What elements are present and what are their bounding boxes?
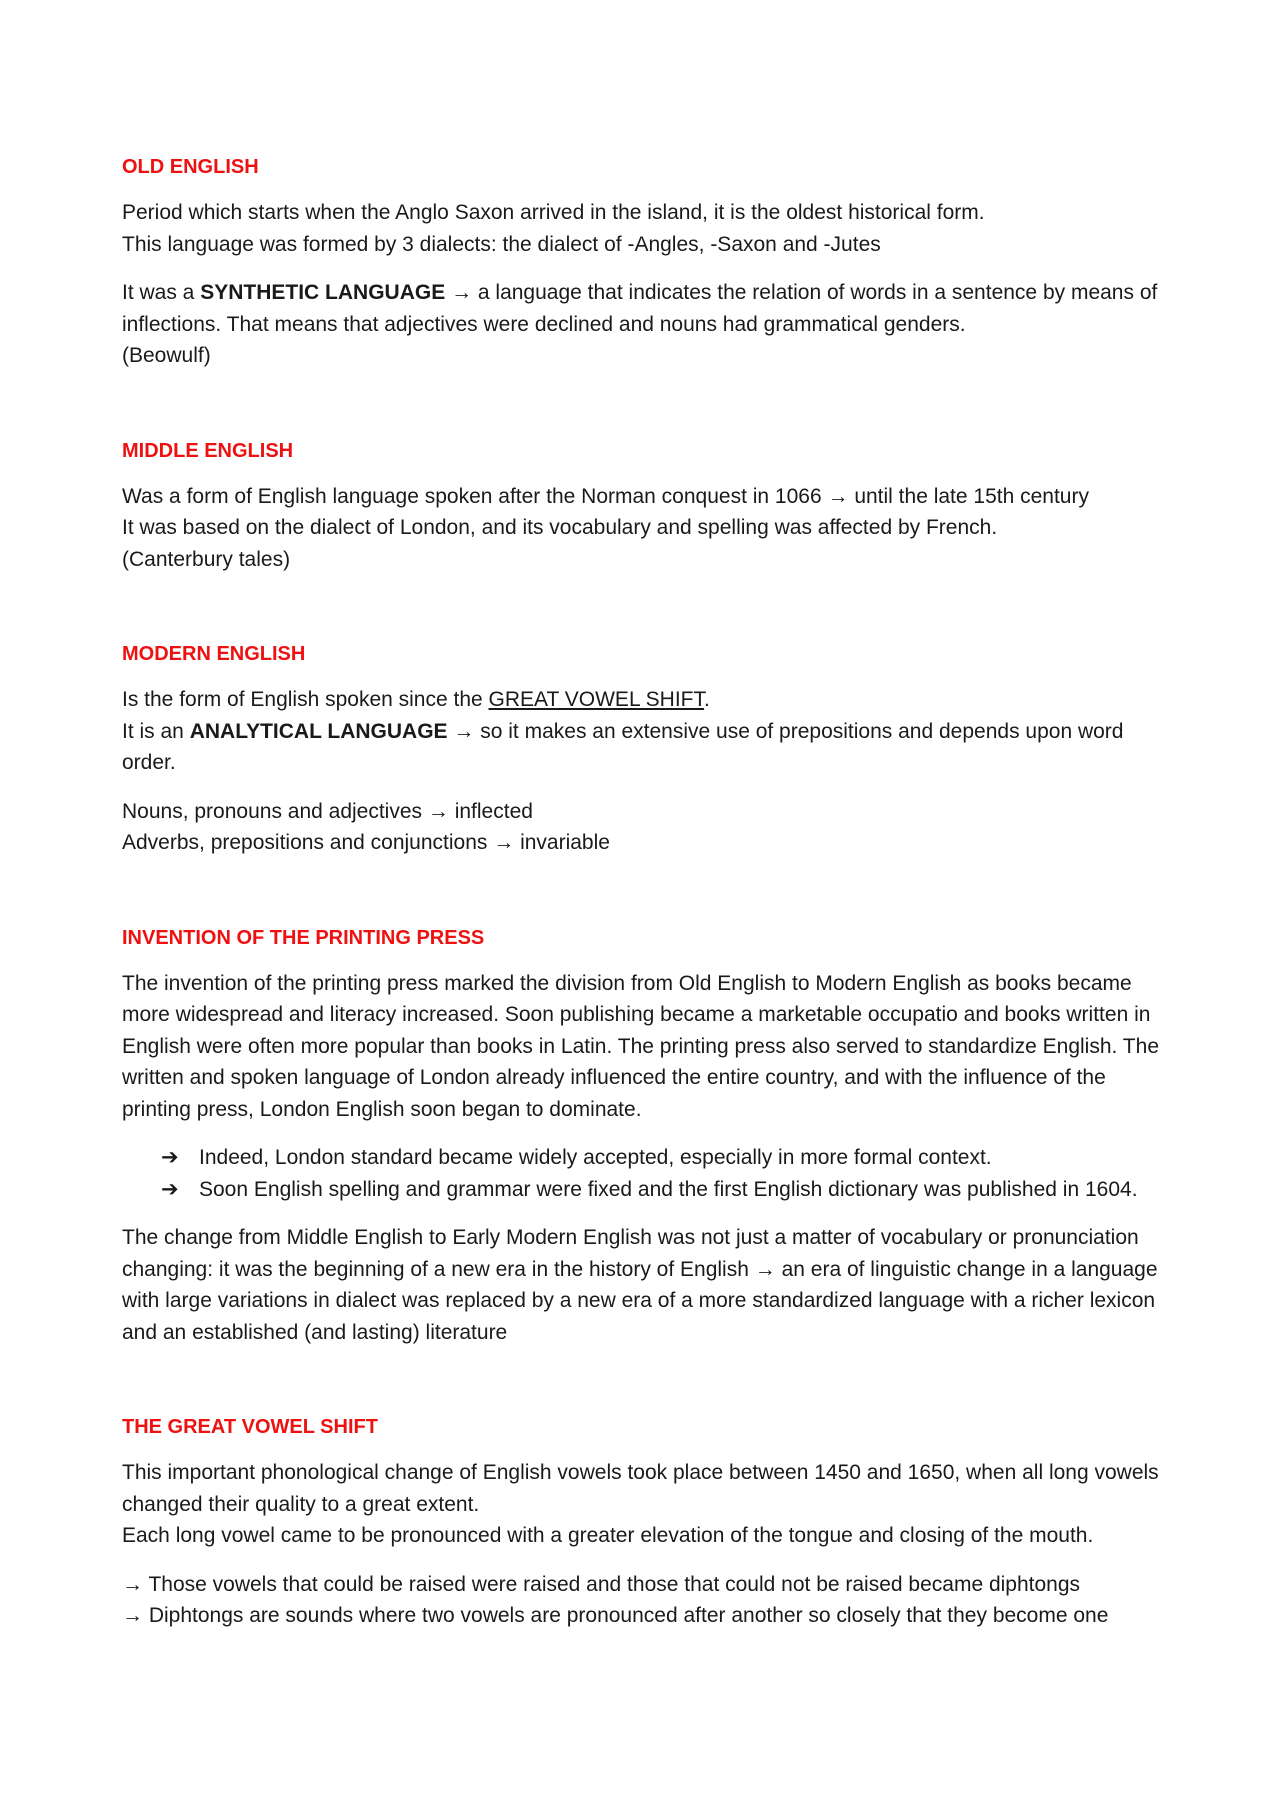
text-line: It was based on the dialect of London, and its vocabulary and spelling was affected by French. bbox=[122, 516, 998, 539]
arrow-icon: → bbox=[122, 1572, 143, 1596]
list-item bbox=[161, 1142, 1180, 1174]
heading-modern-english: MODERN ENGLISH bbox=[122, 643, 306, 665]
heading-printing-press: INVENTION OF THE PRINTING PRESS bbox=[122, 926, 485, 949]
heading-middle-english: MIDDLE ENGLISH bbox=[122, 439, 294, 462]
text-run: Nouns, pronouns and adjectives bbox=[122, 799, 423, 823]
arrow-icon: → bbox=[453, 719, 475, 743]
section-middle-english bbox=[122, 436, 1180, 576]
arrow-icon: → bbox=[427, 799, 449, 823]
text-run: It is an bbox=[122, 719, 190, 743]
text-line: Period which starts when the Anglo Saxon arrived in the island, it is the oldest historical form. bbox=[122, 201, 985, 224]
list-item-text: Soon English spelling and grammar were fixed and the first English dictionary was published in 1604. bbox=[199, 1177, 1138, 1201]
paragraph bbox=[122, 1222, 1180, 1348]
arrow-icon: → bbox=[827, 484, 849, 508]
text-run: invariable bbox=[514, 831, 610, 854]
paragraph bbox=[122, 197, 1180, 260]
arrow-icon: → bbox=[493, 831, 515, 854]
text-line bbox=[122, 1569, 1180, 1601]
text-run: Adverbs, prepositions and conjunctions bbox=[122, 831, 488, 854]
paragraph: The invention of the printing press marked the division from Old English to Modern English as books became more widespread and literacy increased. Soon publishing became a marketable occupatio and books written in English were often more popular than books in Latin. The printing press also served to standardize English. The written and spoken language of London already influenced the entire country, and with the influence of the printing press, London English soon began to dominate. bbox=[122, 971, 1159, 1121]
bullet-list bbox=[122, 1142, 1180, 1205]
text-line bbox=[122, 481, 1180, 513]
text-run: so it makes an extensive use of prepositions and depends upon word order. bbox=[122, 719, 1124, 774]
link-great-vowel-shift[interactable]: GREAT VOWEL SHIFT bbox=[488, 688, 705, 711]
term-analytical-language: ANALYTICAL LANGUAGE bbox=[189, 719, 448, 743]
text-run: . bbox=[704, 688, 710, 711]
list-item-text: Indeed, London standard became widely accepted, especially in more formal context. bbox=[199, 1146, 992, 1169]
text-run: inflected bbox=[448, 799, 533, 823]
paragraph bbox=[122, 1569, 1180, 1632]
section-modern-english bbox=[122, 639, 1180, 859]
section-printing-press bbox=[122, 923, 1180, 1349]
section-great-vowel-shift bbox=[122, 1412, 1180, 1632]
text-run: The change from Middle English to Early Modern English was not just a matter of vocabulary or pronunciation changing: it was the beginning of a new era in the history of English bbox=[122, 1226, 1139, 1281]
bullet-arrow-icon: ➔ bbox=[161, 1146, 179, 1169]
paragraph bbox=[122, 1457, 1180, 1552]
text-line bbox=[122, 827, 1180, 859]
section-old-english bbox=[122, 152, 1180, 372]
text-run: Is the form of English spoken since the bbox=[122, 688, 489, 711]
heading-great-vowel-shift: THE GREAT VOWEL SHIFT bbox=[122, 1416, 378, 1438]
arrow-icon: → bbox=[451, 281, 473, 304]
text-line bbox=[122, 1600, 1180, 1632]
arrow-icon: → bbox=[754, 1257, 776, 1281]
text-line: (Canterbury tales) bbox=[122, 547, 291, 571]
text-run: It was a bbox=[122, 281, 201, 304]
text-line bbox=[122, 684, 1180, 716]
paragraph bbox=[122, 481, 1180, 576]
paragraph bbox=[122, 277, 1180, 372]
paragraph bbox=[122, 796, 1180, 859]
bullet-arrow-icon: ➔ bbox=[161, 1177, 179, 1201]
text-run: a language that indicates the relation of words in a sentence by means of inflections. That means that adjectives were declined and nouns had grammatical genders. bbox=[122, 281, 1158, 336]
text-run: Was a form of English language spoken after the Norman conquest in 1066 bbox=[122, 484, 822, 508]
paragraph bbox=[122, 684, 1180, 779]
text-run: Diphtongs are sounds where two vowels are pronounced after another so closely that they become one bbox=[143, 1604, 1109, 1627]
list-item bbox=[161, 1174, 1180, 1206]
text-run: until the late 15th century bbox=[848, 484, 1089, 508]
term-synthetic-language: SYNTHETIC LANGUAGE bbox=[200, 281, 446, 304]
text-run: Those vowels that could be raised were raised and those that could not be raised became diphtongs bbox=[143, 1572, 1081, 1596]
text-run: an era of linguistic change in a language with large variations in dialect was replaced by a new era of a more standardized language with a richer lexicon and an established (and lasting) literature bbox=[122, 1257, 1158, 1344]
text-line: Each long vowel came to be pronounced with a greater elevation of the tongue and closing of the mouth. bbox=[122, 1524, 1094, 1547]
text-line bbox=[122, 796, 1180, 828]
arrow-icon: → bbox=[122, 1604, 143, 1627]
text-line: This language was formed by 3 dialects: the dialect of -Angles, -Saxon and -Jutes bbox=[122, 232, 881, 256]
heading-old-english: OLD ENGLISH bbox=[122, 156, 259, 178]
text-line: (Beowulf) bbox=[122, 344, 211, 367]
text-line: This important phonological change of English vowels took place between 1450 and 1650, when all long vowels changed their quality to a great extent. bbox=[122, 1461, 1159, 1516]
